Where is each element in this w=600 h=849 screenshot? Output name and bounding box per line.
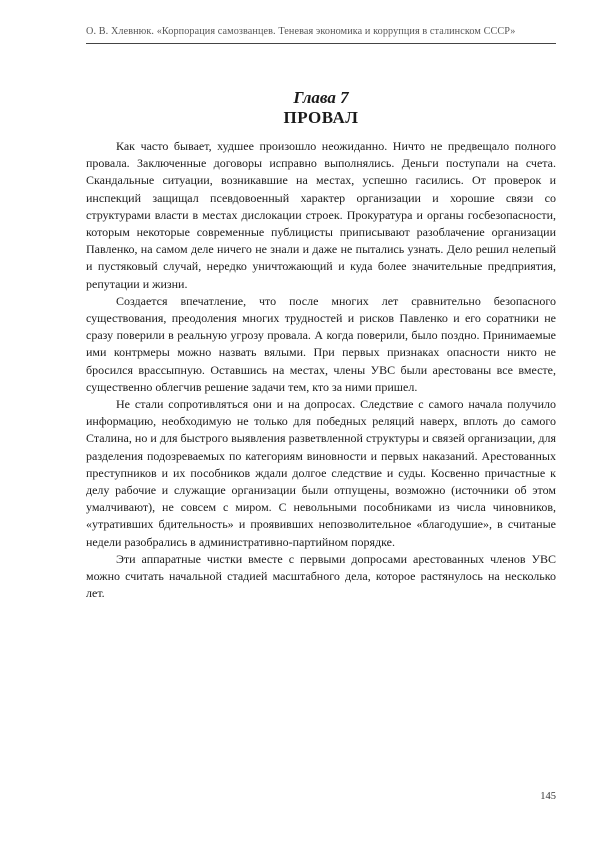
paragraph: Не стали сопротивляться они и на допросах. Следствие с самого начала получило информацию, необходимую не только для победных реляций наверх, вплоть до самого Сталина, но и для быстрого выявления разветвленной структуры и связей организации, для разделения подозреваемых по категориям виновности и первых наказаний. Арестованных преступников и их пособников ждали долгое следствие и суды. Косвенно причастные к делу рабочие и служащие организации были отпущены, возможно (источники об этом умалчивают), не совсем с миром. С невольными пособниками из числа чиновников, «утративших бдительность» и проявивших непозволительное «благодушие», в считаные недели разобрались в административно-партийном порядке.: [86, 397, 556, 549]
page-number: 145: [540, 791, 556, 802]
paragraph: Эти аппаратные чистки вместе с первыми допросами арестованных членов УВС можно считать начальной стадией масштабного дела, которое растянулось на несколько лет.: [86, 551, 556, 601]
paragraph: Как часто бывает, худшее произошло неожиданно. Ничто не предвещало полного провала. Заключенные договоры исправно выполнялись. Деньги поступали на счета. Скандальные ситуации, возникавшие на местах, успешно гасились. От проверок и инспекций защищал псевдовоенный характер организации и хорошие связи со структурами власти в местах дислокации строек. Прокуратура и органы госбезопасности, которым некоторые современные публицисты приписывают разоблачение организации Павленко, на самом деле ничего не знали и даже не пытались узнать. Дело решил нелепый и пустяковый случай, нередко уничтожающий и куда более значительные предприятия, репутации и жизни.: [86, 139, 556, 291]
header-divider: [86, 43, 556, 44]
chapter-number: Глава 7: [293, 88, 349, 107]
paragraph: Создается впечатление, что после многих лет сравнительно безопасного существования, преодоления многих трудностей и рисков Павленко и его соратники не сразу поверили в реальную угрозу провала. А когда поверили, было поздно. Принимаемые ими контрмеры можно назвать вялыми. При первых признаках опасности никто не бросился врассыпную. Оставшись на местах, члены УВС были арестованы все вместе, существенно облегчив решение задачи тем, кто за ними пришел.: [86, 293, 556, 394]
chapter-title: ПРОВАЛ: [283, 108, 359, 127]
running-header: О. В. Хлевнюк. «Корпорация самозванцев. Теневая экономика и коррупция в сталинском СССР»: [86, 26, 516, 37]
chapter-body: [86, 138, 556, 602]
